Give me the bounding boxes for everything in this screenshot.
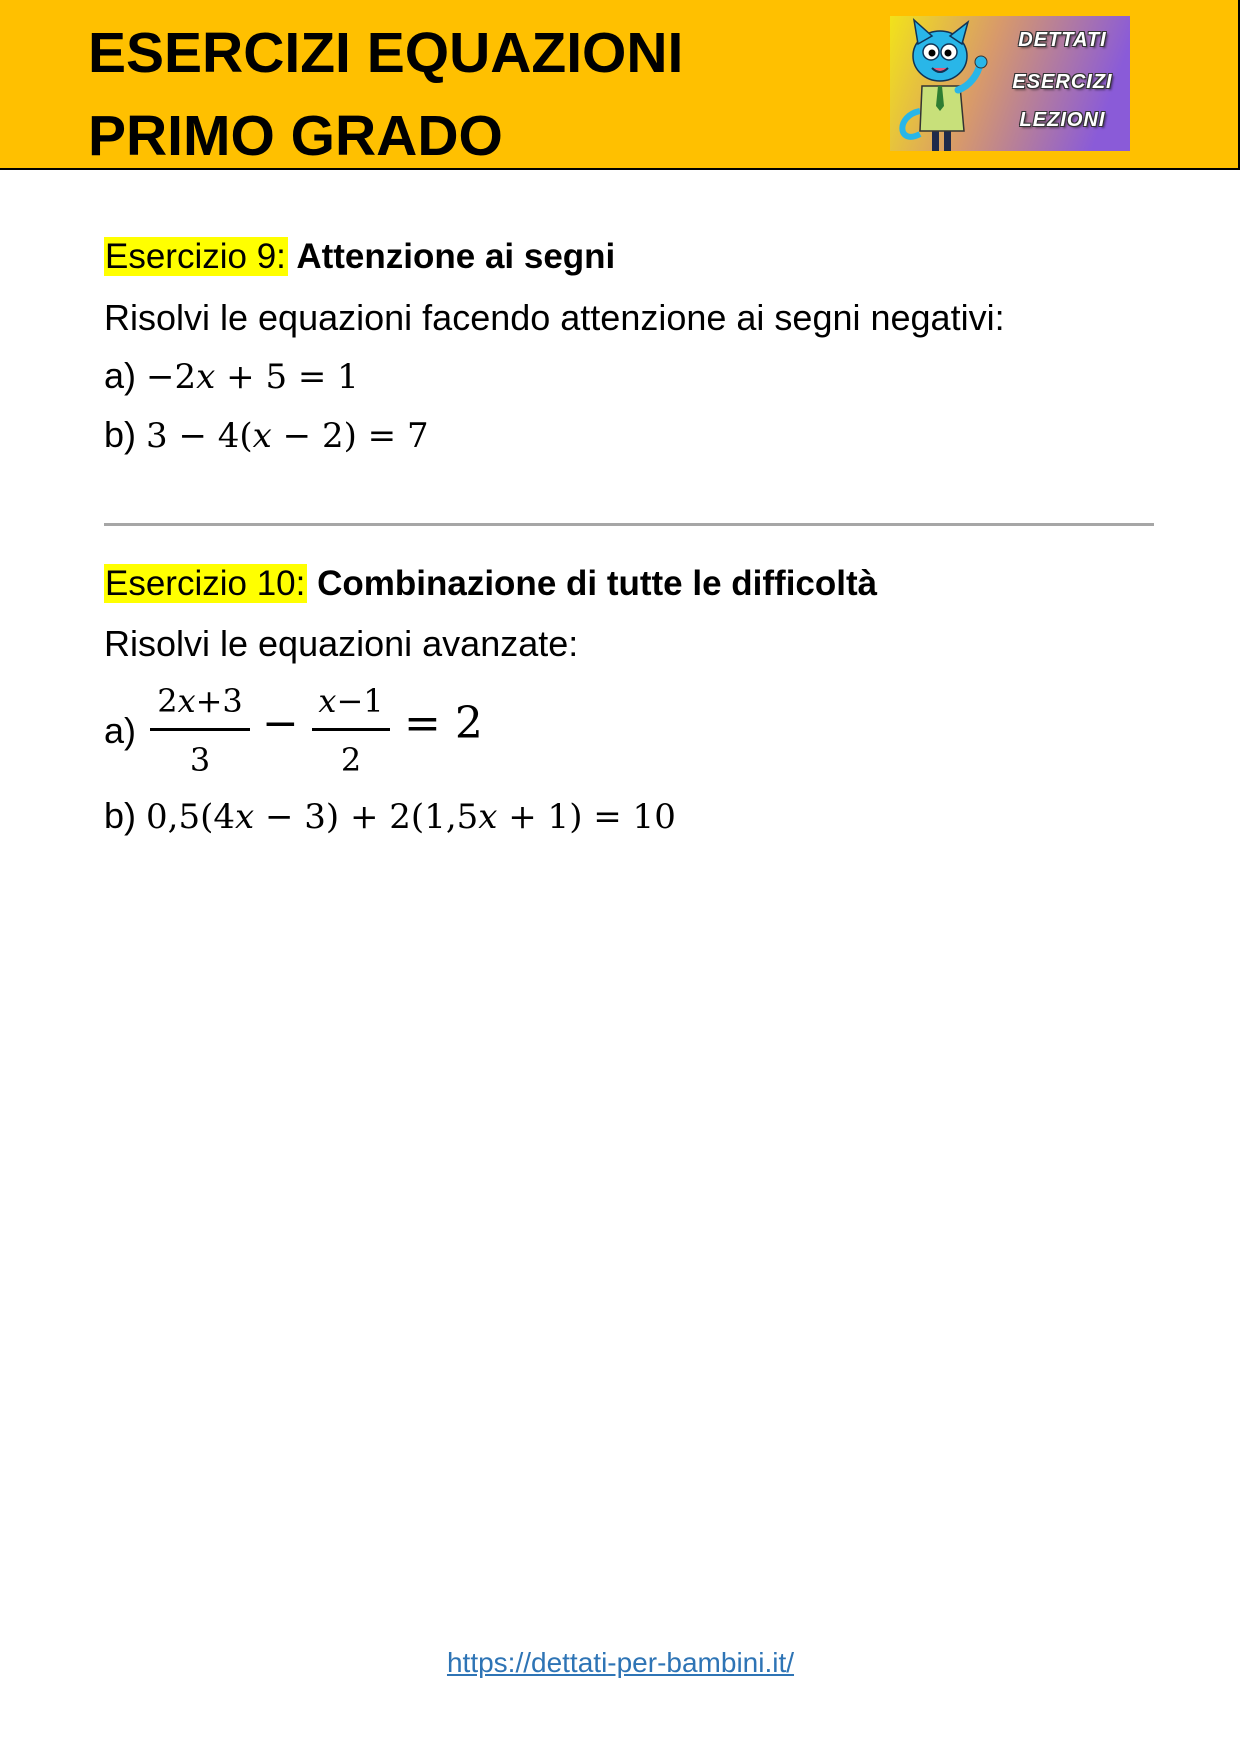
item-label: a) — [104, 710, 137, 751]
exercise-9-item-a — [104, 354, 359, 398]
site-logo — [890, 16, 1130, 151]
logo-word-esercizi: ESERCIZI — [1012, 71, 1113, 93]
fraction-1-denominator: 3 — [189, 741, 211, 779]
equation: 0,5(4x − 3) + 2(1,5x + 1) = 10 — [146, 797, 676, 837]
item-label: b) — [104, 414, 137, 455]
exercise-9-heading — [104, 236, 615, 278]
fraction-1 — [150, 682, 250, 779]
exercise-10-instruction: Risolvi le equazioni avanzate: — [104, 623, 579, 664]
equation-rhs: = 2 — [404, 698, 483, 749]
footer-website-link[interactable]: https://dettati-per-bambini.it/ — [446, 1647, 795, 1678]
logo-word-dettati: DETTATI — [1018, 29, 1107, 51]
equation: 3 − 4(x − 2) = 7 — [146, 416, 429, 456]
exercise-9-item-b — [104, 413, 429, 457]
exercise-9-instruction: Risolvi le equazioni facendo attenzione ai segni negativi: — [104, 297, 1005, 338]
exercise-10-item-a — [104, 672, 704, 782]
fraction-1-numerator: 2x+3 — [150, 682, 250, 731]
fraction-2-denominator: 2 — [340, 741, 362, 779]
minus-sign: − — [262, 698, 299, 749]
exercise-10-title: Combinazione di tutte le difficoltà — [317, 564, 878, 603]
page-header — [0, 0, 1240, 170]
exercise-9-title: Attenzione ai segni — [296, 237, 616, 276]
exercise-9-label: Esercizio 9: — [105, 237, 286, 276]
fraction-2 — [312, 682, 390, 779]
page-title-line-1: ESERCIZI EQUAZIONI — [88, 21, 684, 85]
exercise-10-item-b — [104, 794, 676, 838]
logo-word-lezioni: LEZIONI — [1019, 109, 1106, 131]
section-divider — [104, 523, 1154, 526]
equation: −2x + 5 = 1 — [146, 357, 359, 397]
item-label: a) — [104, 355, 137, 396]
exercise-10-heading — [104, 563, 877, 605]
item-label: b) — [104, 795, 137, 836]
page-title-line-2: PRIMO GRADO — [88, 104, 503, 168]
exercise-10-label: Esercizio 10: — [105, 564, 306, 603]
fraction-2-numerator: x−1 — [312, 682, 390, 731]
